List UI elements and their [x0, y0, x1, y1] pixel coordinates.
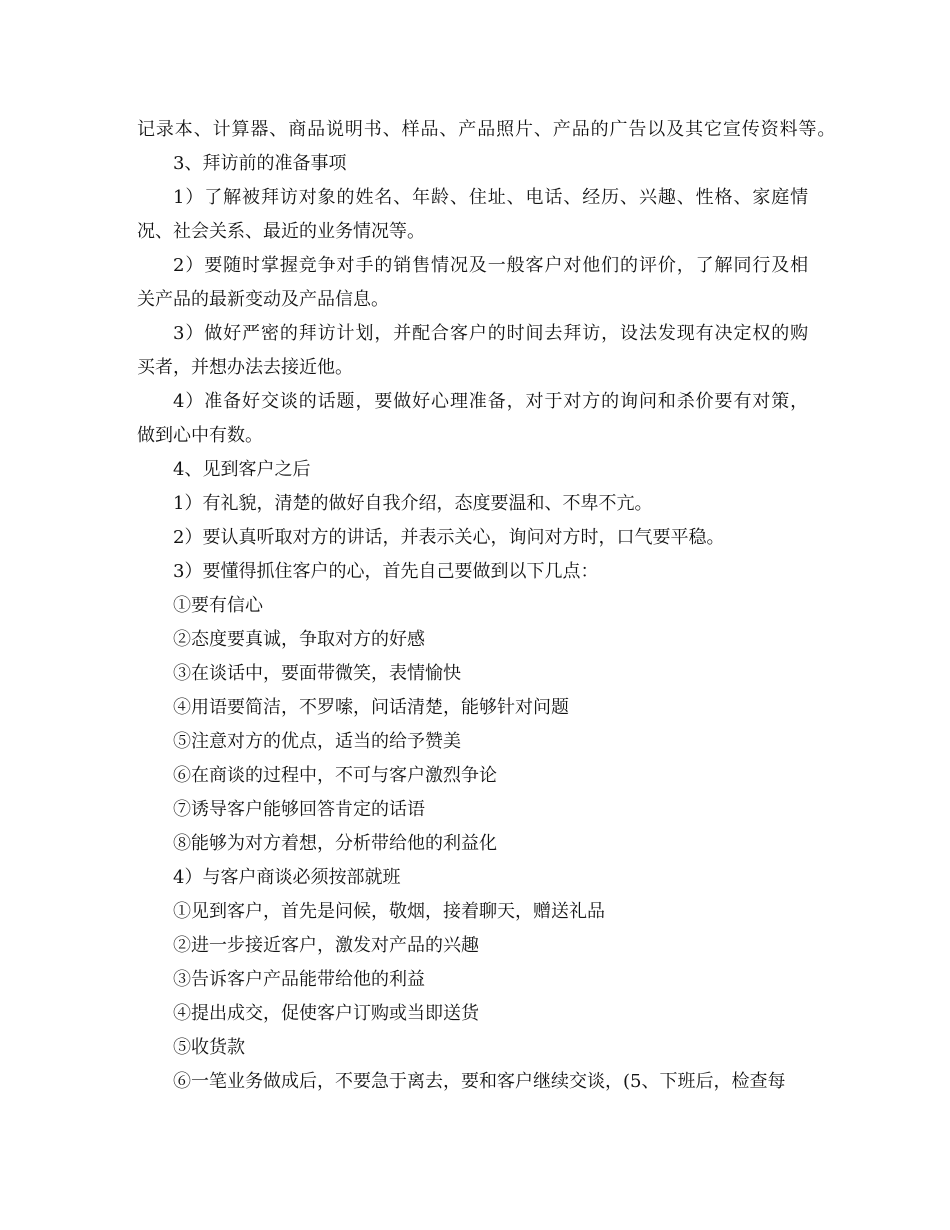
- list-item: 1）有礼貌，清楚的做好自我介绍，态度要温和、不卑不亢。: [173, 493, 653, 514]
- text-line: 买者，并想办法去接近他。: [137, 357, 353, 378]
- list-item: ④用语要简洁，不罗嗦，问话清楚，能够针对问题: [173, 697, 569, 718]
- list-item: ⑥一笔业务做成后，不要急于离去，要和客户继续交谈，(5、下班后，检查每: [173, 1071, 786, 1092]
- section-heading: 3、拜访前的准备事项: [173, 153, 347, 174]
- list-item: ①见到客户，首先是问候，敬烟，接着聊天，赠送礼品: [173, 901, 605, 922]
- list-item: ③在谈话中，要面带微笑，表情愉快: [173, 663, 461, 684]
- text-line: 3）做好严密的拜访计划，并配合客户的时间去拜访，设法发现有决定权的购: [173, 323, 810, 344]
- list-item: ②态度要真诚，争取对方的好感: [173, 629, 425, 650]
- text-line: 做到心中有数。: [137, 425, 263, 446]
- list-item: ⑦诱导客户能够回答肯定的话语: [173, 799, 425, 820]
- list-item: ⑥在商谈的过程中，不可与客户激烈争论: [173, 765, 497, 786]
- list-item: 3）要懂得抓住客户的心，首先自己要做到以下几点：: [173, 561, 599, 582]
- list-item: ③告诉客户产品能带给他的利益: [173, 969, 425, 990]
- list-item: ④提出成交，促使客户订购或当即送货: [173, 1003, 479, 1024]
- section-heading: 4、见到客户之后: [173, 459, 311, 480]
- text-line: 2）要随时掌握竞争对手的销售情况及一般客户对他们的评价，了解同行及相: [173, 255, 810, 276]
- list-item: ②进一步接近客户，激发对产品的兴趣: [173, 935, 479, 956]
- text-line: 4）准备好交谈的话题，要做好心理准备，对于对方的询问和杀价要有对策，: [173, 391, 810, 412]
- list-item: ⑤收货款: [173, 1037, 245, 1058]
- list-item: ⑧能够为对方着想，分析带给他的利益化: [173, 833, 497, 854]
- text-line: 况、社会关系、最近的业务情况等。: [137, 221, 425, 242]
- text-line: 记录本、计算器、商品说明书、样品、产品照片、产品的广告以及其它宣传资料等。: [137, 119, 837, 140]
- list-item: ①要有信心: [173, 595, 263, 616]
- text-line: 1）了解被拜访对象的姓名、年龄、住址、电话、经历、兴趣、性格、家庭情: [173, 187, 810, 208]
- text-line: 关产品的最新变动及产品信息。: [137, 289, 389, 310]
- list-item: ⑤注意对方的优点，适当的给予赞美: [173, 731, 461, 752]
- list-item: 4）与客户商谈必须按部就班: [173, 867, 401, 888]
- list-item: 2）要认真听取对方的讲话，并表示关心，询问对方时，口气要平稳。: [173, 527, 725, 548]
